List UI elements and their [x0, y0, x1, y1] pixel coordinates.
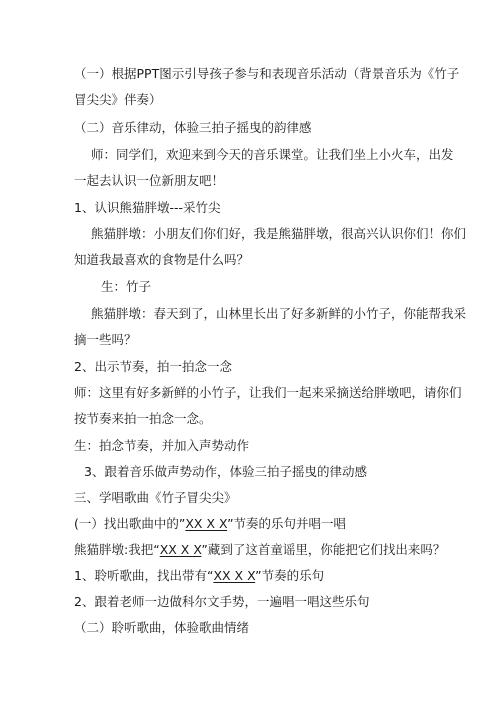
text-line: 师：同学们，欢迎来到今天的音乐课堂。让我们坐上小火车，出发 — [91, 147, 454, 162]
section-heading: （二）聆听歌曲，体验歌曲情绪 — [74, 620, 250, 635]
text-line — [74, 568, 324, 584]
section-heading: 3、跟着音乐做声势动作，体验三拍子摇曳的律动感 — [84, 464, 367, 479]
text-line — [74, 542, 445, 558]
rhythm-pattern: XX X X — [213, 568, 256, 583]
text-segment: ”节奏的乐句并唱一唱 — [227, 516, 347, 531]
text-line: 生：竹子 — [101, 279, 152, 294]
text-segment: 熊猫胖墩:我把“ — [74, 542, 160, 557]
text-line: 摘一些吗？ — [74, 332, 137, 347]
text-line — [74, 516, 346, 532]
text-line: 冒尖尖》伴奏） — [74, 92, 162, 107]
text-segment: ”节奏的乐句 — [255, 568, 325, 583]
text-line: 按节奏来拍一拍念一念。 — [74, 411, 212, 426]
text-segment: 1、聆听歌曲，找出带有“ — [74, 568, 214, 583]
text-line: 生：拍念节奏，并加入声势动作 — [74, 438, 250, 453]
text-line: （一）根据PPT图示引导孩子参与和表现音乐活动（背景音乐为《竹子 — [74, 66, 460, 81]
section-heading: （二）音乐律动，体验三拍子摇曳的韵律感 — [74, 120, 312, 135]
rhythm-pattern: XX X X — [185, 516, 228, 531]
text-line: 一起去认识一位新朋友吧！ — [74, 173, 225, 188]
text-line: 熊猫胖墩：小朋友们你们好，我是熊猫胖墩，很高兴认识你们！你们 — [91, 226, 467, 241]
rhythm-pattern: XX X X — [159, 542, 202, 557]
text-segment: ”藏到了这首童谣里，你能把它们找出来吗？ — [201, 542, 446, 557]
text-line: 师：这里有好多新鲜的小竹子，让我们一起来采摘送给胖墩吧，请你们 — [74, 385, 462, 400]
section-heading: 2、出示节奏，拍一拍念一念 — [74, 359, 232, 374]
section-heading: 三、学唱歌曲《竹子冒尖尖》 — [74, 490, 237, 505]
text-segment: (一）找出歌曲中的” — [74, 516, 186, 531]
text-line: 2、跟着老师一边做科尔文手势，一遍唱一唱这些乐句 — [74, 594, 370, 609]
section-heading: 1、认识熊猫胖墩---采竹尖 — [74, 200, 221, 215]
text-line: 知道我最喜欢的食物是什么吗？ — [74, 252, 250, 267]
text-line: 熊猫胖墩：春天到了，山林里长出了好多新鲜的小竹子，你能帮我采 — [91, 306, 467, 321]
